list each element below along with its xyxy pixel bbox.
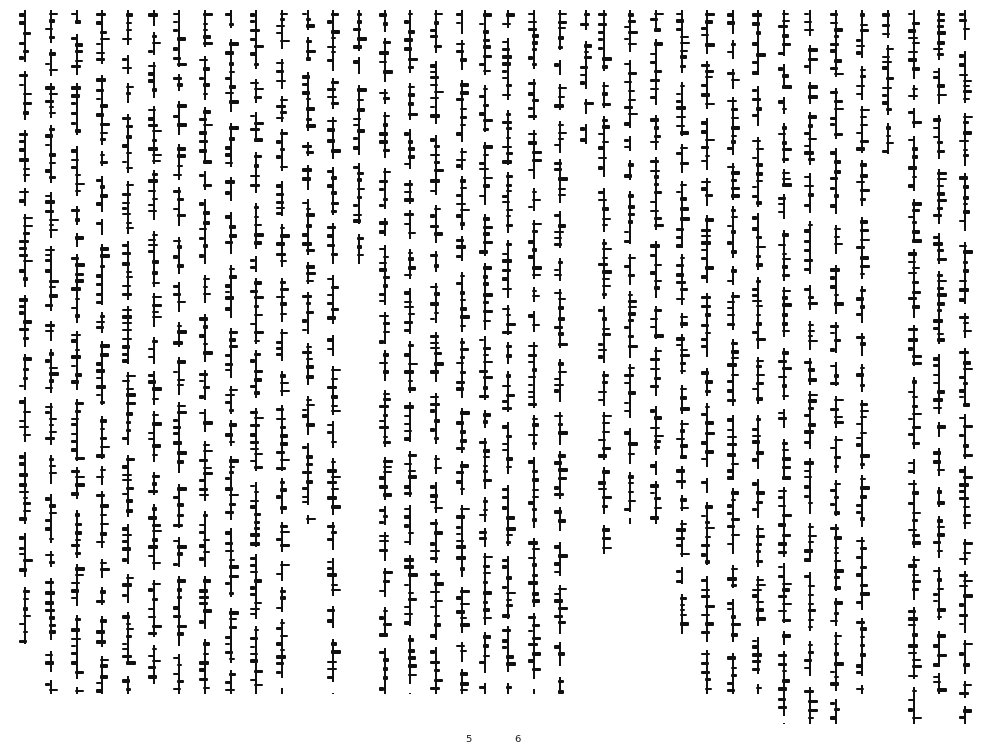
left-page-text-column bbox=[198, 4, 212, 724]
page-number-right: 6 bbox=[515, 734, 522, 745]
right-page bbox=[495, 0, 990, 753]
left-page-text-column bbox=[478, 4, 492, 724]
right-page-text-column bbox=[855, 4, 869, 724]
right-page-text-column bbox=[907, 4, 921, 724]
left-page-text-column bbox=[249, 4, 263, 724]
right-page-text-column bbox=[501, 4, 515, 724]
left-page-text-column bbox=[352, 4, 366, 724]
right-page-text-column bbox=[829, 4, 843, 724]
right-page-text-column bbox=[579, 4, 593, 724]
right-page-text-column bbox=[932, 4, 946, 724]
left-page-text-column bbox=[275, 4, 289, 724]
right-page-text-column bbox=[553, 4, 567, 724]
left-page-text-column bbox=[147, 4, 161, 724]
left-page-text-column bbox=[301, 4, 315, 724]
left-page-text-column bbox=[70, 4, 84, 724]
right-page-text-column bbox=[881, 4, 895, 724]
left-page-text-column bbox=[121, 4, 135, 724]
right-page-text-column bbox=[751, 4, 765, 724]
left-page-text-column bbox=[18, 4, 32, 724]
right-page-text-column bbox=[726, 4, 740, 724]
right-page-text-column bbox=[649, 4, 663, 724]
left-page-text-column bbox=[403, 4, 417, 724]
right-page-text-column bbox=[527, 4, 541, 724]
right-page-text-column bbox=[597, 4, 611, 724]
page-number-left: 5 bbox=[466, 734, 473, 745]
left-page-text-column bbox=[378, 4, 392, 724]
left-page-text-column bbox=[95, 4, 109, 724]
right-page-text-column bbox=[803, 4, 817, 724]
left-page-text-column bbox=[429, 4, 443, 724]
right-page-text-column bbox=[777, 4, 791, 724]
right-page-text-column bbox=[675, 4, 689, 724]
left-page-text-column bbox=[224, 4, 238, 724]
left-page-text-column bbox=[172, 4, 186, 724]
right-page-text-column bbox=[958, 4, 972, 724]
right-page-text-column bbox=[700, 4, 714, 724]
left-page-text-column bbox=[326, 4, 340, 724]
left-page-text-column bbox=[44, 4, 58, 724]
left-page-text-column bbox=[455, 4, 469, 724]
right-page-text-column bbox=[623, 4, 637, 724]
